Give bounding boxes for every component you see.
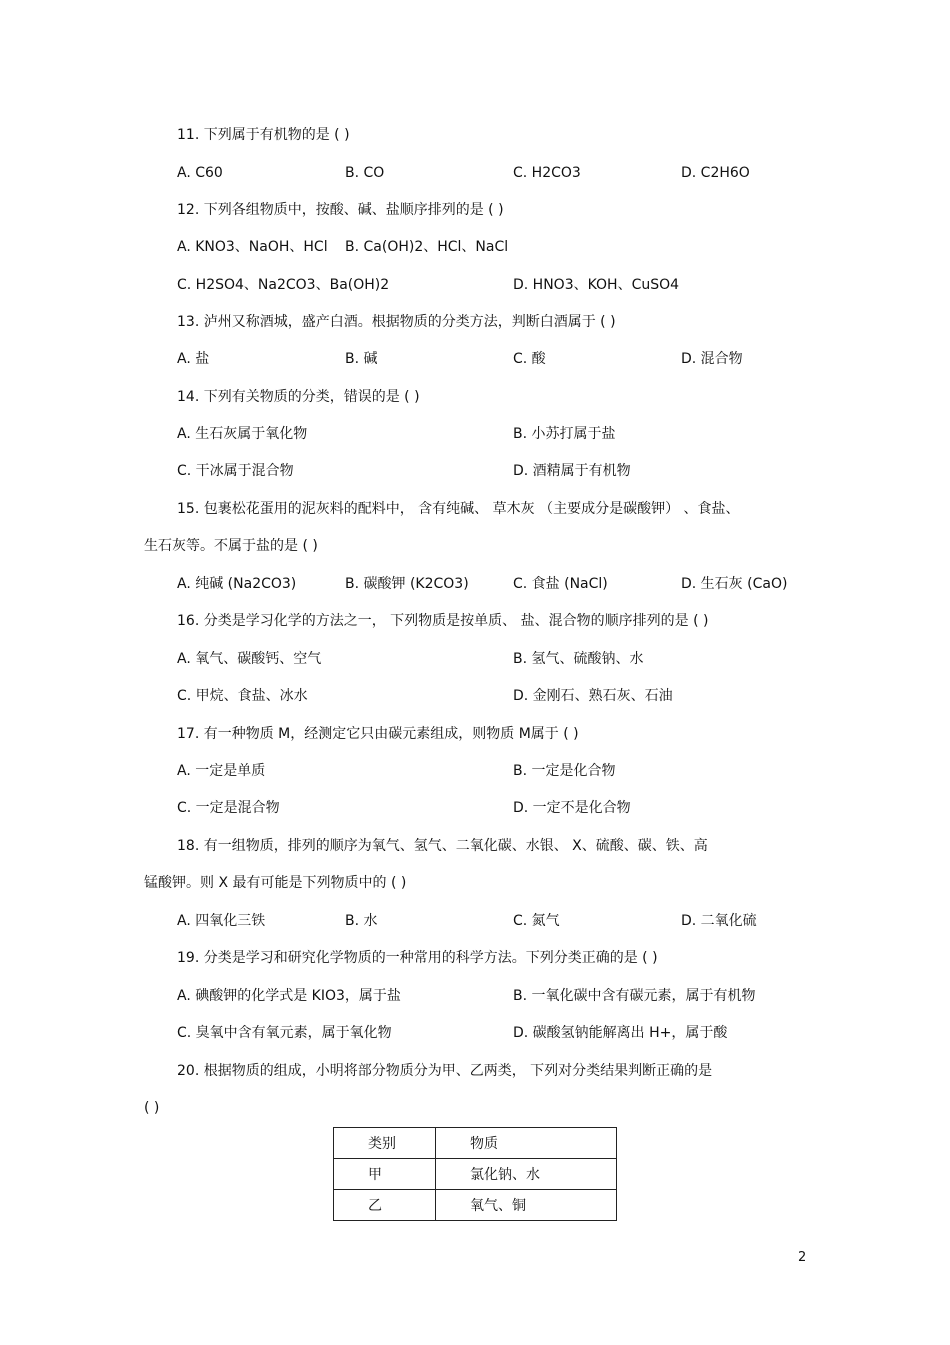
question-15-stem-continued: 生石灰等。不属于盐的是 ( )	[144, 538, 318, 554]
q19-option-d: D. 碳酸氢钠能解离出 H+，属于酸	[513, 1025, 728, 1041]
q11-option-b: B. CO	[345, 165, 385, 181]
q16-option-b: B. 氢气、硫酸钠、水	[513, 651, 644, 667]
q12-option-a: A. KNO3、NaOH、HCl	[177, 239, 328, 255]
q14-option-b: B. 小苏打属于盐	[513, 426, 616, 442]
q15-option-a: A. 纯碱 (Na2CO3)	[177, 576, 297, 592]
q13-option-a: A. 盐	[177, 351, 210, 367]
question-12-stem: 12. 下列各组物质中，按酸、碱、盐顺序排列的是 ( )	[177, 202, 504, 218]
question-13-stem: 13. 泸州又称酒城，盛产白酒。根据物质的分类方法，判断白酒属于 ( )	[177, 314, 616, 330]
question-20-stem-continued: ( )	[144, 1100, 160, 1116]
table-cell-category: 乙	[334, 1190, 436, 1221]
q17-option-a: A. 一定是单质	[177, 763, 266, 779]
q12-option-b: B. Ca(OH)2、HCl、NaCl	[345, 239, 509, 255]
table-row	[334, 1190, 617, 1221]
q19-option-c: C. 臭氧中含有氧元素，属于氧化物	[177, 1025, 392, 1041]
question-16-stem: 16. 分类是学习化学的方法之一， 下列物质是按单质、 盐、混合物的顺序排列的是 ( )	[177, 613, 709, 629]
q11-option-a: A. C60	[177, 165, 223, 181]
question-18-stem-continued: 锰酸钾。则 X 最有可能是下列物质中的 ( )	[144, 875, 407, 891]
q16-option-a: A. 氧气、碳酸钙、空气	[177, 651, 322, 667]
q15-option-b: B. 碳酸钾 (K2CO3)	[345, 576, 469, 592]
table-cell-substance: 氯化钠、水	[436, 1159, 617, 1190]
question-15-stem: 15. 包裹松花蛋用的泥灰料的配料中， 含有纯碱、 草木灰 （主要成分是碳酸钾） 、食盐、	[177, 501, 740, 517]
q12-option-d: D. HNO3、KOH、CuSO4	[513, 277, 680, 293]
q15-option-c: C. 食盐 (NaCl)	[513, 576, 608, 592]
table-header-row	[334, 1128, 617, 1159]
table-header-category: 类别	[334, 1128, 436, 1159]
q14-option-c: C. 干冰属于混合物	[177, 463, 294, 479]
q14-option-a: A. 生石灰属于氧化物	[177, 426, 308, 442]
q18-option-a: A. 四氧化三铁	[177, 913, 266, 929]
q19-option-a: A. 碘酸钾的化学式是 KIO3，属于盐	[177, 988, 401, 1004]
q11-option-d: D. C2H6O	[681, 165, 750, 181]
q17-option-d: D. 一定不是化合物	[513, 800, 631, 816]
q17-option-c: C. 一定是混合物	[177, 800, 280, 816]
q13-option-c: C. 酸	[513, 351, 546, 367]
table-cell-substance: 氧气、铜	[436, 1190, 617, 1221]
q13-option-b: B. 碱	[345, 351, 378, 367]
page-number: 2	[798, 1250, 807, 1265]
question-14-stem: 14. 下列有关物质的分类，错误的是 ( )	[177, 389, 420, 405]
q13-option-d: D. 混合物	[681, 351, 743, 367]
table-row	[334, 1159, 617, 1190]
q17-option-b: B. 一定是化合物	[513, 763, 616, 779]
q18-option-b: B. 水	[345, 913, 378, 929]
q18-option-c: C. 氮气	[513, 913, 560, 929]
classification-table	[333, 1127, 617, 1221]
q15-option-d: D. 生石灰 (CaO)	[681, 576, 788, 592]
q19-option-b: B. 一氧化碳中含有碳元素，属于有机物	[513, 988, 756, 1004]
q16-option-d: D. 金刚石、熟石灰、石油	[513, 688, 673, 704]
q12-option-c: C. H2SO4、Na2CO3、Ba(OH)2	[177, 277, 390, 293]
table-header-substance: 物质	[436, 1128, 617, 1159]
question-17-stem: 17. 有一种物质 M，经测定它只由碳元素组成，则物质 M属于 ( )	[177, 726, 579, 742]
question-19-stem: 19. 分类是学习和研究化学物质的一种常用的科学方法。下列分类正确的是 ( )	[177, 950, 658, 966]
question-18-stem: 18. 有一组物质，排列的顺序为氧气、氢气、二氧化碳、水银、 X、硫酸、碳、铁、高	[177, 838, 708, 854]
q18-option-d: D. 二氧化硫	[681, 913, 757, 929]
q16-option-c: C. 甲烷、食盐、冰水	[177, 688, 308, 704]
table-cell-category: 甲	[334, 1159, 436, 1190]
question-20-stem: 20. 根据物质的组成，小明将部分物质分为甲、乙两类， 下列对分类结果判断正确的是	[177, 1063, 713, 1079]
q11-option-c: C. H2CO3	[513, 165, 581, 181]
q14-option-d: D. 酒精属于有机物	[513, 463, 631, 479]
question-11-stem: 11. 下列属于有机物的是 ( )	[177, 127, 350, 143]
